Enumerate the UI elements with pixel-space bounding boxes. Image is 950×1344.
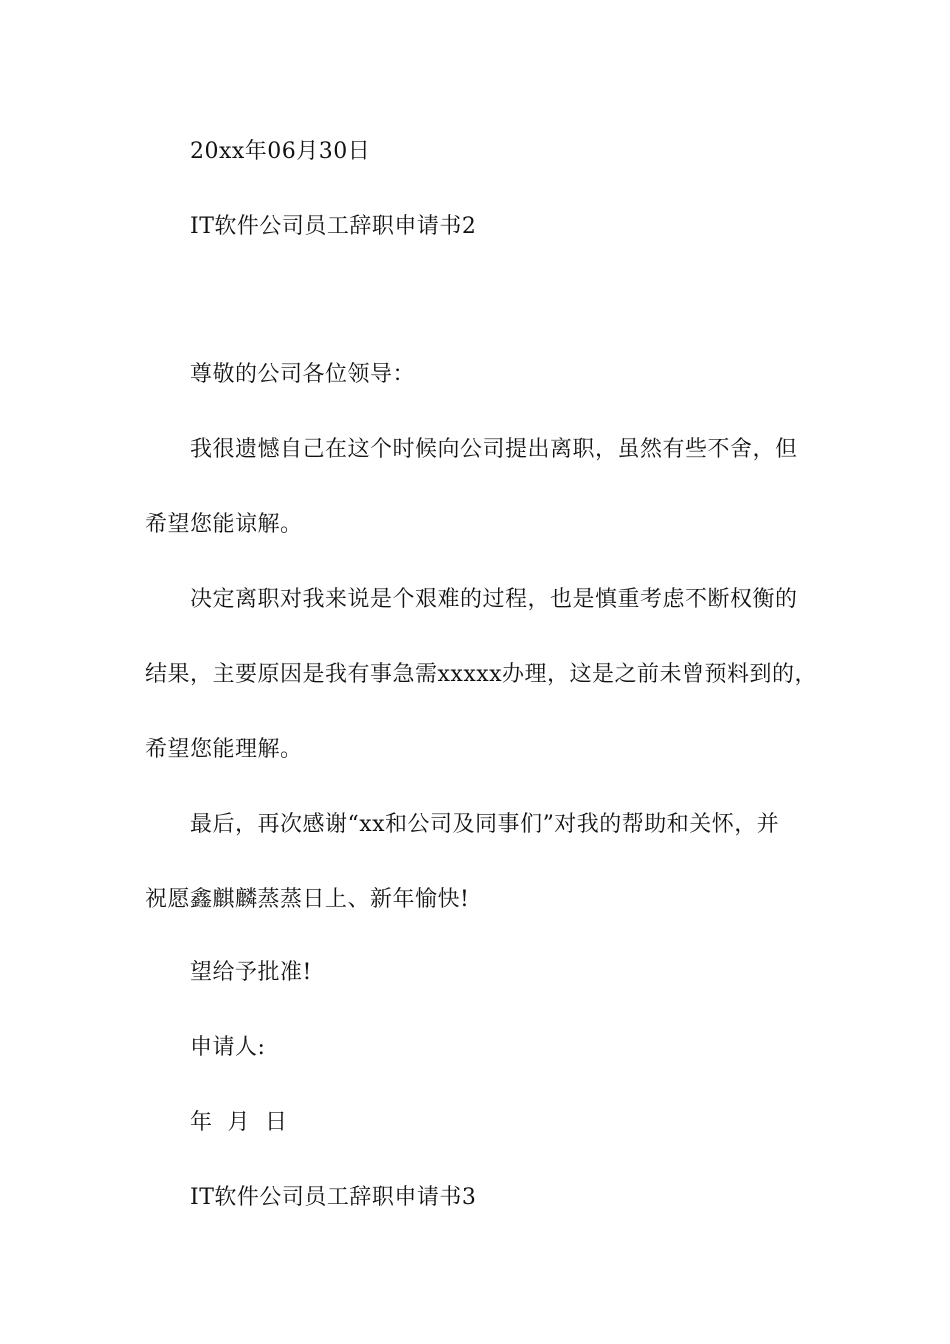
paragraph-3-line-1: 最后，再次感谢“xx和公司及同事们”对我的帮助和关怀，并	[190, 812, 780, 837]
paragraph-2-line-2: 结果，主要原因是我有事急需xxxxx办理，这是之前未曾预料到的，	[145, 662, 818, 687]
paragraph-2-line-3: 希望您能理解。	[145, 737, 303, 762]
applicant-label: 申请人:	[190, 1035, 266, 1060]
paragraph-1-line-2: 希望您能谅解。	[145, 512, 303, 537]
date-blank: 年 月 日	[190, 1110, 288, 1135]
letter-salutation: 尊敬的公司各位领导：	[190, 362, 416, 387]
letter-date: 20xx年06月30日	[190, 139, 371, 164]
letter-heading-3: IT软件公司员工辞职申请书3	[190, 1185, 477, 1210]
paragraph-3-line-2: 祝愿鑫麒麟蒸蒸日上、新年愉快!	[145, 887, 470, 912]
paragraph-1-line-1: 我很遗憾自己在这个时候向公司提出离职，虽然有些不舍，但	[190, 437, 798, 462]
approval-request: 望给予批准!	[190, 960, 312, 985]
paragraph-2-line-1: 决定离职对我来说是个艰难的过程，也是慎重考虑不断权衡的	[190, 587, 798, 612]
letter-heading-2: IT软件公司员工辞职申请书2	[190, 214, 477, 239]
